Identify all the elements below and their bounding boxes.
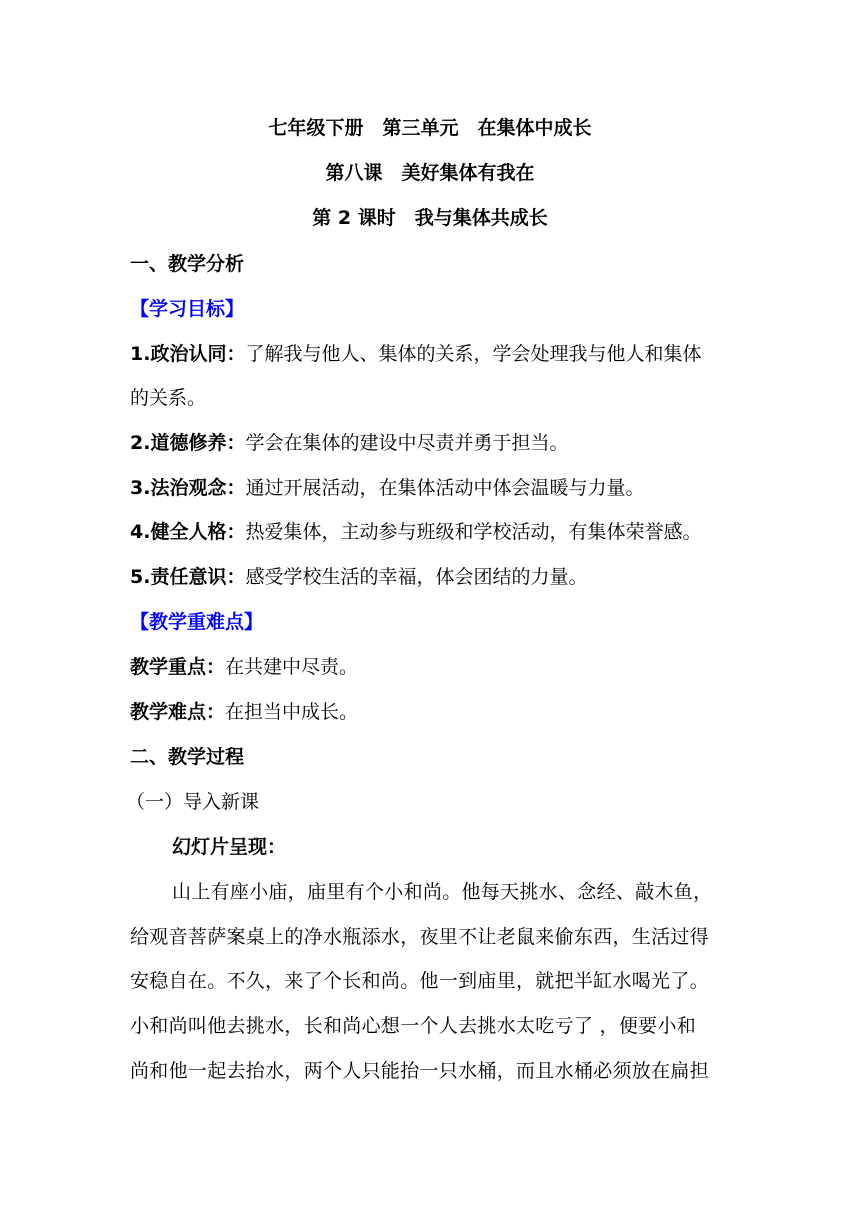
story-line: 给观音菩萨案桌上的净水瓶添水，夜里不让老鼠来偷东西，生活过得 (130, 926, 710, 948)
goal-label: 3.法治观念： (130, 477, 246, 499)
story-line: 山上有座小庙，庙里有个小和尚。他每天挑水、念经、敲木鱼， (172, 881, 713, 903)
keypoints-label: 【教学重难点】 (130, 611, 264, 633)
goal-label: 2.道德修养： (130, 432, 246, 454)
doc-title: 七年级下册 第三单元 在集体中成长 (268, 117, 592, 139)
difficult-point-text: 在担当中成长。 (225, 701, 359, 723)
goal-1 (130, 342, 740, 366)
key-point (130, 655, 740, 679)
goal-text: 学会在集体的建设中尽责并勇于担当。 (245, 432, 569, 454)
story-line: 尚和他一起去抬水，两个人只能抬一只水桶，而且水桶必须放在扁担 (130, 1060, 710, 1082)
section-heading-analysis: 一、教学分析 (130, 253, 245, 275)
key-point-label: 教学重点： (130, 656, 226, 678)
goal-label: 4.健全人格： (130, 521, 246, 543)
subsection-intro: （一）导入新课 (126, 791, 260, 813)
goal-text: 通过开展活动，在集体活动中体会温暖与力量。 (245, 477, 645, 499)
lesson-title: 第八课 美好集体有我在 (325, 162, 535, 184)
goal-1-continued: 的关系。 (130, 387, 207, 409)
period-title: 第 2 课时 我与集体共成长 (312, 207, 548, 229)
slide-label: 幻灯片呈现： (172, 836, 287, 858)
goals-label: 【学习目标】 (130, 298, 245, 320)
key-point-text: 在共建中尽责。 (225, 656, 359, 678)
story-line: 安稳自在。不久，来了个长和尚。他一到庙里，就把半缸水喝光了。 (130, 970, 710, 992)
goal-2 (130, 431, 740, 455)
goal-text: 感受学校生活的幸福，体会团结的力量。 (245, 566, 588, 588)
goal-label: 5.责任意识： (130, 566, 246, 588)
difficult-point-label: 教学难点： (130, 701, 226, 723)
section-heading-process: 二、教学过程 (130, 746, 245, 768)
goal-3 (130, 476, 740, 500)
goal-4 (130, 520, 740, 544)
goal-5 (130, 565, 740, 589)
story-line: 小和尚叫他去挑水，长和尚心想一个人去挑水太吃亏了 ，便要小和 (130, 1015, 697, 1037)
difficult-point (130, 700, 740, 724)
goal-text: 了解我与他人、集体的关系，学会处理我与他人和集体 (245, 343, 702, 365)
goal-label: 1.政治认同： (130, 343, 246, 365)
goal-text: 热爱集体，主动参与班级和学校活动，有集体荣誉感。 (245, 521, 702, 543)
